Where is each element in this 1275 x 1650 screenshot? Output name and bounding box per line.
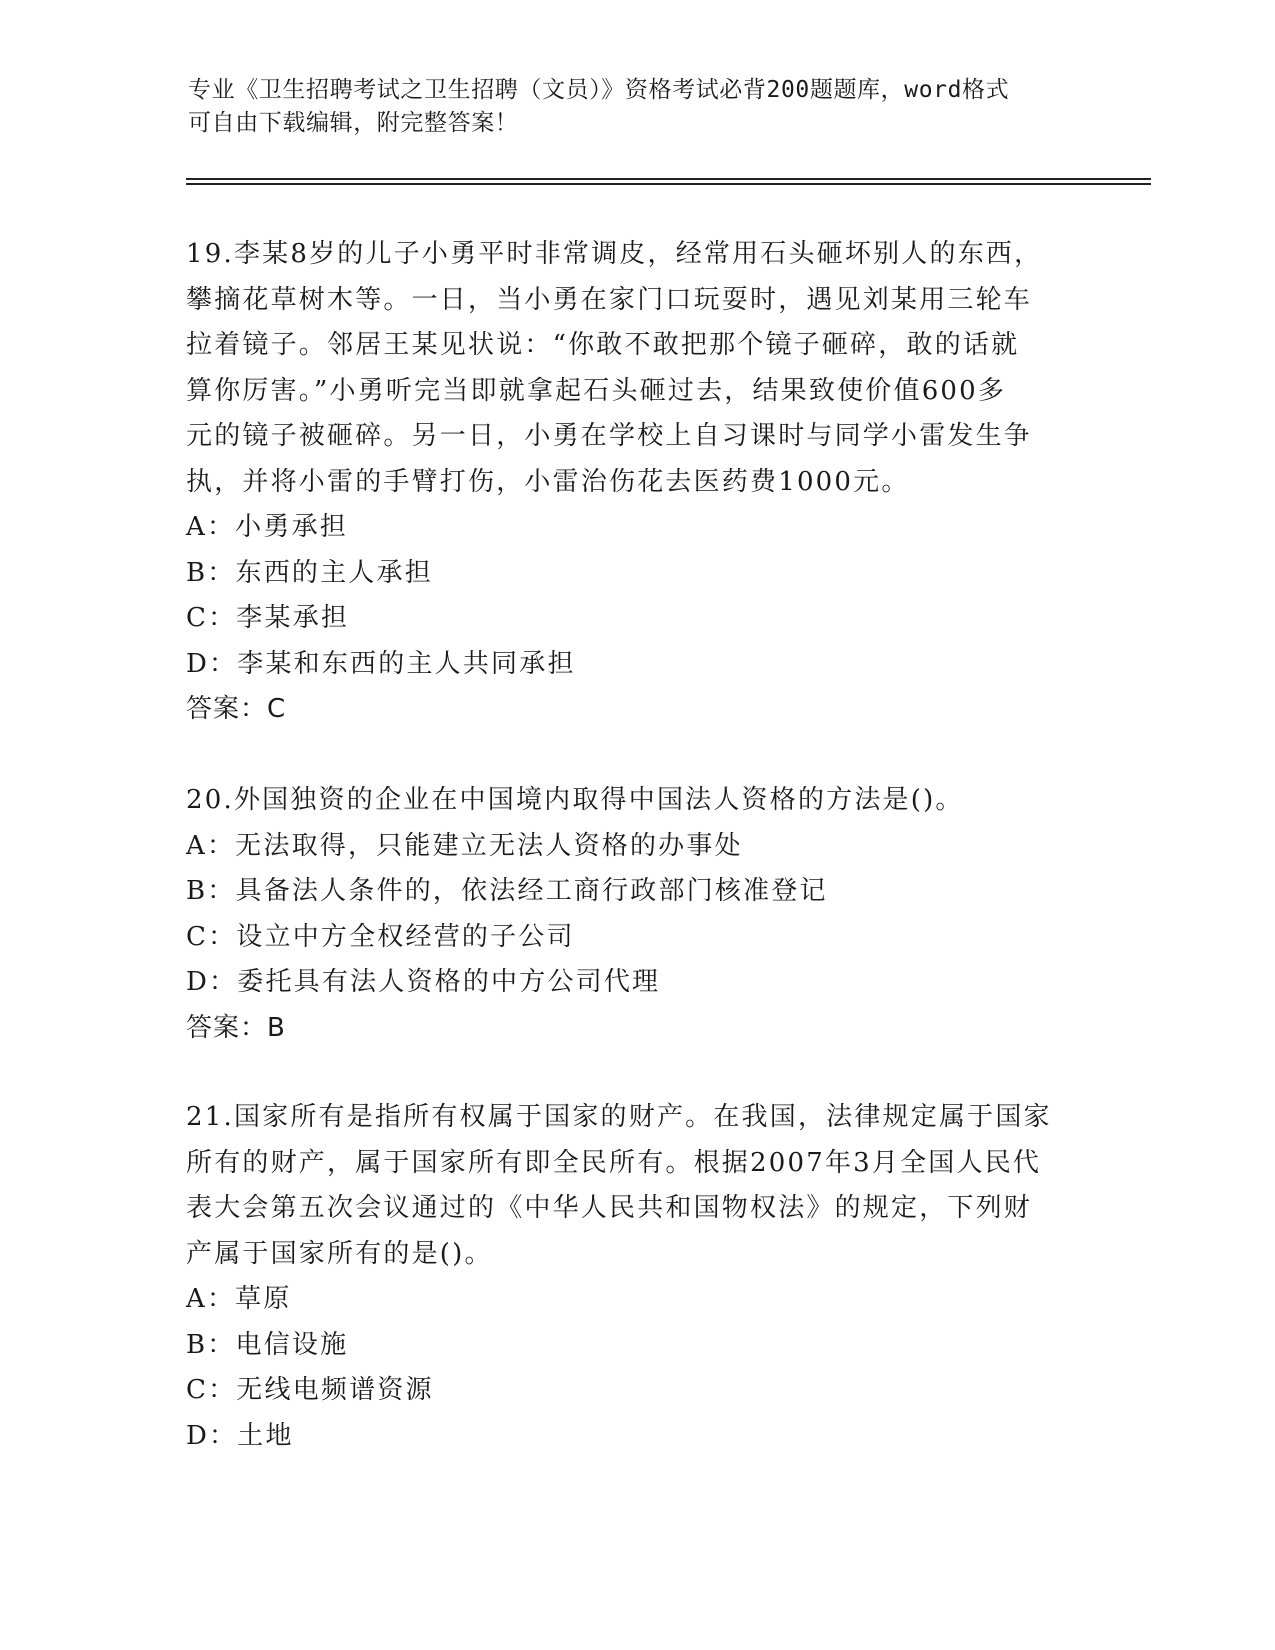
question-19 xyxy=(186,232,1086,733)
header-line: 专业《卫生招聘考试之卫生招聘（文员）》资格考试必背200题题库，word格式 xyxy=(188,77,1010,103)
header-line: 可自由下载编辑，附完整答案！ xyxy=(188,110,519,136)
stem-line: 执，并将小雷的手臂打伤，小雷治伤花去医药费1000元。 xyxy=(186,466,910,497)
option-c: C：无线电频谱资源 xyxy=(186,1375,434,1405)
header-divider xyxy=(186,178,1151,180)
stem-line: 21.国家所有是指所有权属于国家的财产。在我国，法律规定属于国家 xyxy=(186,1102,1052,1132)
header-divider xyxy=(186,183,1151,185)
option-d: D：土地 xyxy=(186,1420,294,1451)
option-a: A：小勇承担 xyxy=(186,512,348,542)
answer-line: 答案：C xyxy=(186,694,287,724)
stem-line: 表大会第五次会议通过的《中华人民共和国物权法》的规定，下列财 xyxy=(186,1193,1033,1223)
option-c: C：设立中方全权经营的子公司 xyxy=(186,921,575,952)
option-d: D：李某和东西的主人共同承担 xyxy=(186,648,576,679)
stem-line: 攀摘花草树木等。一日，当小勇在家门口玩耍时，遇见刘某用三轮车 xyxy=(186,284,1033,315)
stem-line: 所有的财产，属于国家所有即全民所有。根据2007年3月全国人民代 xyxy=(186,1147,1042,1178)
stem-line: 19.李某8岁的儿子小勇平时非常调皮，经常用石头砸坏别人的东西， xyxy=(186,239,1043,269)
stem-line: 20.外国独资的企业在中国境内取得中国法人资格的方法是()。 xyxy=(186,785,964,815)
stem-line: 产属于国家所有的是()。 xyxy=(186,1238,493,1269)
option-b: B：具备法人条件的，依法经工商行政部门核准登记 xyxy=(186,876,828,906)
question-20 xyxy=(186,778,1086,1051)
option-a: A：无法取得，只能建立无法人资格的办事处 xyxy=(186,830,743,861)
question-stem xyxy=(186,778,1086,824)
question-stem xyxy=(186,1095,1086,1277)
answer-line: 答案：B xyxy=(186,1012,286,1043)
option-a: A：草原 xyxy=(186,1284,292,1314)
document-header xyxy=(188,74,1068,140)
question-stem xyxy=(186,232,1086,505)
question-21 xyxy=(186,1095,1086,1459)
option-b: B：电信设施 xyxy=(186,1329,349,1360)
stem-line: 元的镜子被砸碎。另一日，小勇在学校上自习课时与同学小雷发生争 xyxy=(186,421,1033,451)
option-b: B：东西的主人承担 xyxy=(186,557,433,588)
option-c: C：李某承担 xyxy=(186,603,350,633)
stem-line: 算你厉害。”小勇听完当即就拿起石头砸过去，结果致使价值600多 xyxy=(186,375,1007,406)
option-d: D：委托具有法人资格的中方公司代理 xyxy=(186,967,661,997)
stem-line: 拉着镜子。邻居王某见状说：“你敢不敢把那个镜子砸碎，敢的话就 xyxy=(186,330,1020,360)
